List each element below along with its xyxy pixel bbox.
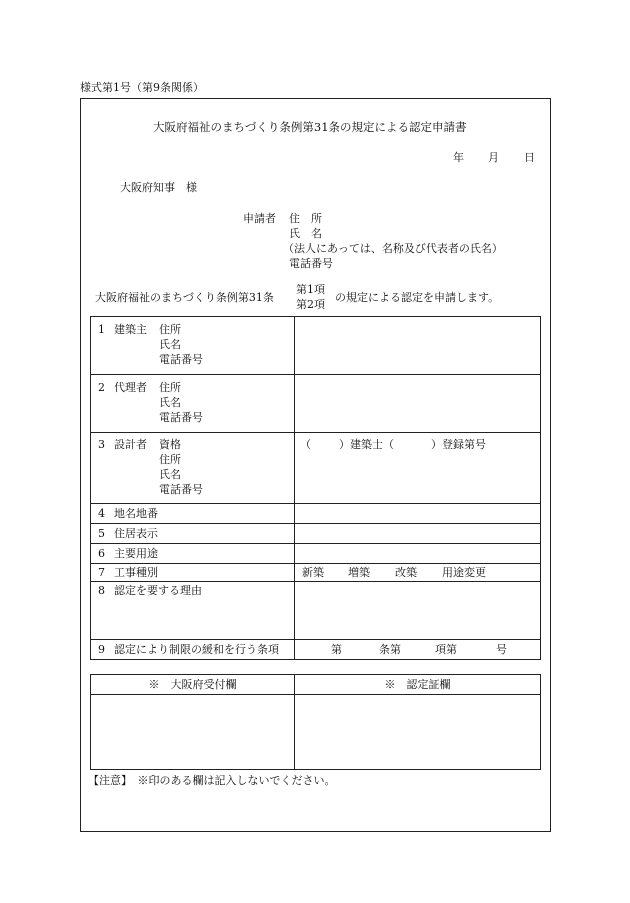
table-row xyxy=(91,675,541,695)
work-type-extension[interactable]: 増築 xyxy=(348,566,370,579)
row-clause-label-cell xyxy=(91,640,295,660)
date-year: 年 xyxy=(453,151,464,164)
row-label: 建築主 xyxy=(114,323,147,336)
statement-item-2: 第2項 xyxy=(296,298,325,311)
date-day: 日 xyxy=(524,151,535,164)
receipt-header: ※ 大阪府受付欄 xyxy=(91,675,295,695)
statement-item-1: 第1項 xyxy=(296,283,325,296)
row-label: 認定を要する理由 xyxy=(114,584,202,597)
row-label: 地名地番 xyxy=(114,507,158,520)
row-label: 代理者 xyxy=(114,381,147,394)
agent-phone-label: 電話番号 xyxy=(159,411,203,424)
row-number: 9 xyxy=(98,643,105,656)
applicant-phone-label: 電話番号 xyxy=(289,257,333,270)
receipt-stamp-area xyxy=(91,695,295,770)
date-month: 月 xyxy=(488,151,499,164)
application-table xyxy=(90,316,541,660)
row-lot-label-cell xyxy=(91,504,295,524)
clause-paragraph-suffix: 項第 xyxy=(435,643,457,656)
row-label: 工事種別 xyxy=(114,566,158,579)
owner-phone-label: 電話番号 xyxy=(159,353,203,366)
row-number: 2 xyxy=(98,381,105,394)
addressee: 大阪府知事 様 xyxy=(120,181,197,194)
applicant-corporate-note: （法人にあっては、名称及び代表者の氏名） xyxy=(283,242,503,255)
row-designer-label-cell xyxy=(91,433,295,504)
table-row xyxy=(91,317,541,375)
row-use-label-cell xyxy=(91,544,295,564)
notice-text: 【注意】 ※印のある欄は記入しないでください。 xyxy=(88,774,336,787)
qualification-open-paren: （ xyxy=(300,438,311,451)
table-row xyxy=(91,695,541,770)
residence-address-input-cell[interactable] xyxy=(295,524,541,544)
form-number-label: 様式第1号（第9条関係） xyxy=(80,81,204,94)
clause-input-cell[interactable] xyxy=(295,640,541,660)
certificate-header: ※ 認定証欄 xyxy=(295,675,541,695)
clause-item-suffix: 号 xyxy=(496,643,507,656)
row-owner-label-cell xyxy=(91,317,295,375)
qualification-architect-text: ）建築士（ xyxy=(339,438,394,451)
table-row xyxy=(91,375,541,433)
certificate-stamp-area xyxy=(295,695,541,770)
row-label: 設計者 xyxy=(114,438,147,451)
owner-name-label: 氏名 xyxy=(159,338,181,351)
work-type-reconstruction[interactable]: 改築 xyxy=(395,566,417,579)
row-label: 認定により制限の緩和を行う条項 xyxy=(114,643,279,656)
agent-address-label: 住所 xyxy=(159,381,181,394)
table-row xyxy=(91,544,541,564)
designer-qualification-label: 資格 xyxy=(159,438,181,451)
table-row xyxy=(91,433,541,504)
reason-input-cell[interactable] xyxy=(295,582,541,640)
row-number: 4 xyxy=(98,507,105,520)
row-address-label-cell xyxy=(91,524,295,544)
office-use-table xyxy=(90,674,541,770)
applicant-address-label: 住 所 xyxy=(289,212,322,225)
table-row xyxy=(91,524,541,544)
statement-prefix: 大阪府福祉のまちづくり条例第31条 xyxy=(95,291,274,304)
table-row xyxy=(91,504,541,524)
row-work-type-label-cell xyxy=(91,564,295,582)
owner-input-cell[interactable] xyxy=(295,317,541,375)
row-number: 5 xyxy=(98,527,105,540)
row-number: 3 xyxy=(98,438,105,451)
table-row xyxy=(91,582,541,640)
agent-input-cell[interactable] xyxy=(295,375,541,433)
table-row xyxy=(91,564,541,582)
designer-input-cell[interactable] xyxy=(295,433,541,504)
applicant-label: 申請者 xyxy=(243,212,276,225)
row-agent-label-cell xyxy=(91,375,295,433)
owner-address-label: 住所 xyxy=(159,323,181,336)
agent-name-label: 氏名 xyxy=(159,396,181,409)
designer-name-label: 氏名 xyxy=(159,468,181,481)
applicant-name-label: 氏 名 xyxy=(289,227,322,240)
row-label: 住居表示 xyxy=(114,527,158,540)
work-type-change-of-use[interactable]: 用途変更 xyxy=(442,566,486,579)
row-number: 8 xyxy=(98,584,105,597)
row-number: 1 xyxy=(98,323,105,336)
qualification-registration-text: ）登録第号 xyxy=(431,438,486,451)
work-type-new-construction[interactable]: 新築 xyxy=(302,566,324,579)
clause-article-prefix: 第 xyxy=(331,643,342,656)
table-row xyxy=(91,640,541,660)
row-label: 主要用途 xyxy=(114,547,158,560)
row-number: 7 xyxy=(98,566,105,579)
designer-phone-label: 電話番号 xyxy=(159,483,203,496)
clause-article-suffix: 条第 xyxy=(379,643,401,656)
work-type-options-cell xyxy=(295,564,541,582)
row-reason-label-cell xyxy=(91,582,295,640)
statement-suffix: の規定による認定を申請します。 xyxy=(335,291,500,304)
form-title: 大阪府福祉のまちづくり条例第31条の規定による認定申請書 xyxy=(153,120,467,134)
lot-input-cell[interactable] xyxy=(295,504,541,524)
row-number: 6 xyxy=(98,547,105,560)
main-use-input-cell[interactable] xyxy=(295,544,541,564)
designer-address-label: 住所 xyxy=(159,453,181,466)
